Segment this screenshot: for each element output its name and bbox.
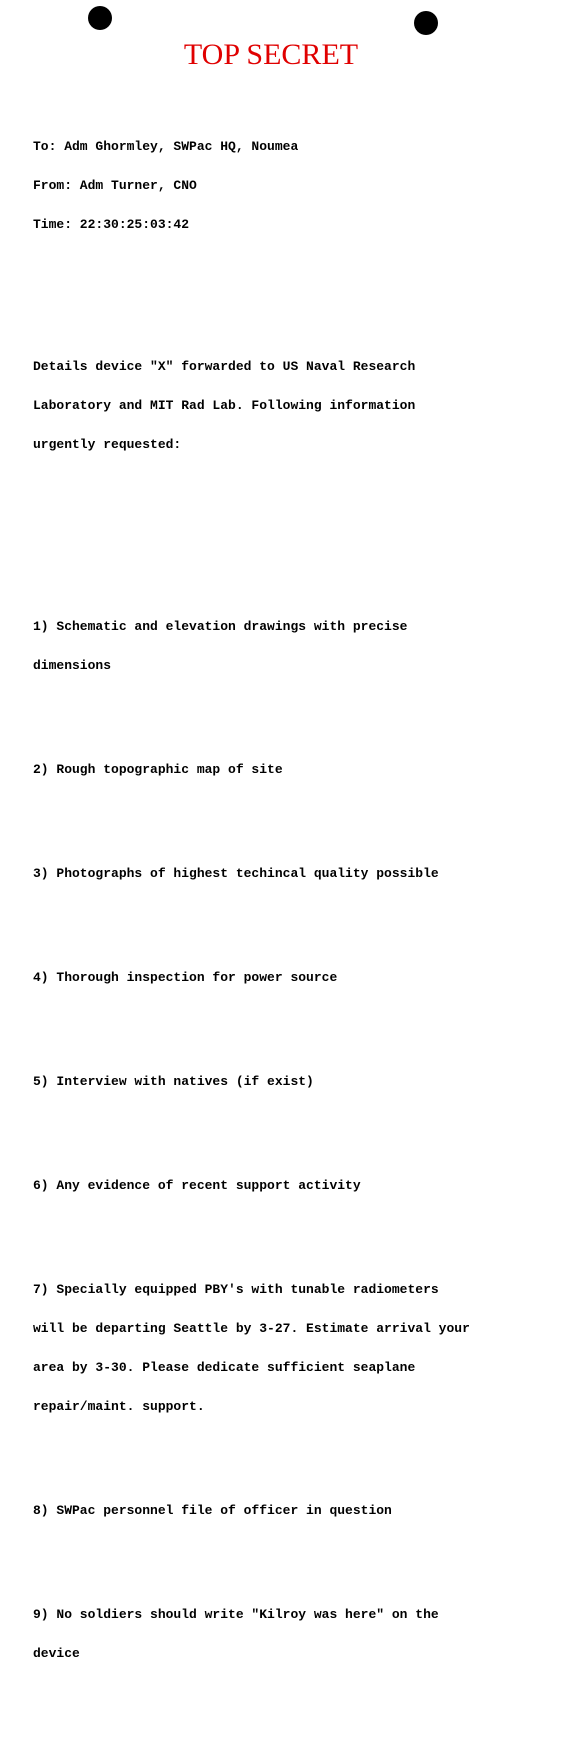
request-item-8 bbox=[33, 1478, 553, 1543]
request-item-1 bbox=[33, 594, 553, 698]
item-line: 1) Schematic and elevation drawings with precise bbox=[33, 619, 408, 634]
memo-intro bbox=[33, 334, 553, 477]
request-item-9 bbox=[33, 1582, 553, 1686]
punch-hole-right bbox=[414, 11, 438, 35]
punch-hole-left bbox=[88, 6, 112, 30]
item-line: dimensions bbox=[33, 658, 112, 673]
intro-line: Laboratory and MIT Rad Lab. Following information bbox=[33, 398, 416, 413]
memo-time: Time: 22:30:25:03:42 bbox=[33, 217, 190, 232]
item-line: 3) Photographs of highest techincal quality possible bbox=[33, 866, 439, 881]
request-item-2 bbox=[33, 737, 553, 802]
request-item-4 bbox=[33, 945, 553, 1010]
item-line: 5) Interview with natives (if exist) bbox=[33, 1074, 314, 1089]
request-list bbox=[33, 568, 553, 1725]
item-line: repair/maint. support. bbox=[33, 1399, 205, 1414]
request-item-5 bbox=[33, 1049, 553, 1114]
request-item-7 bbox=[33, 1257, 553, 1439]
memo-to: To: Adm Ghormley, SWPac HQ, Noumea bbox=[33, 139, 299, 154]
item-line: 6) Any evidence of recent support activity bbox=[33, 1178, 361, 1193]
item-line: will be departing Seattle by 3-27. Estimate arrival your bbox=[33, 1321, 470, 1336]
memo-body bbox=[33, 114, 553, 1738]
item-line: area by 3-30. Please dedicate sufficient seaplane bbox=[33, 1360, 416, 1375]
memo-from: From: Adm Turner, CNO bbox=[33, 178, 197, 193]
item-line: 2) Rough topographic map of site bbox=[33, 762, 283, 777]
item-line: device bbox=[33, 1646, 80, 1661]
item-line: 9) No soldiers should write "Kilroy was here" on the bbox=[33, 1607, 439, 1622]
classification-heading: TOP SECRET bbox=[183, 38, 359, 71]
item-line: 8) SWPac personnel file of officer in question bbox=[33, 1503, 392, 1518]
request-item-3 bbox=[33, 841, 553, 906]
item-line: 4) Thorough inspection for power source bbox=[33, 970, 338, 985]
intro-line: Details device "X" forwarded to US Naval Research bbox=[33, 359, 416, 374]
request-item-6 bbox=[33, 1153, 553, 1218]
intro-line: urgently requested: bbox=[33, 437, 182, 452]
item-line: 7) Specially equipped PBY's with tunable radiometers bbox=[33, 1282, 439, 1297]
